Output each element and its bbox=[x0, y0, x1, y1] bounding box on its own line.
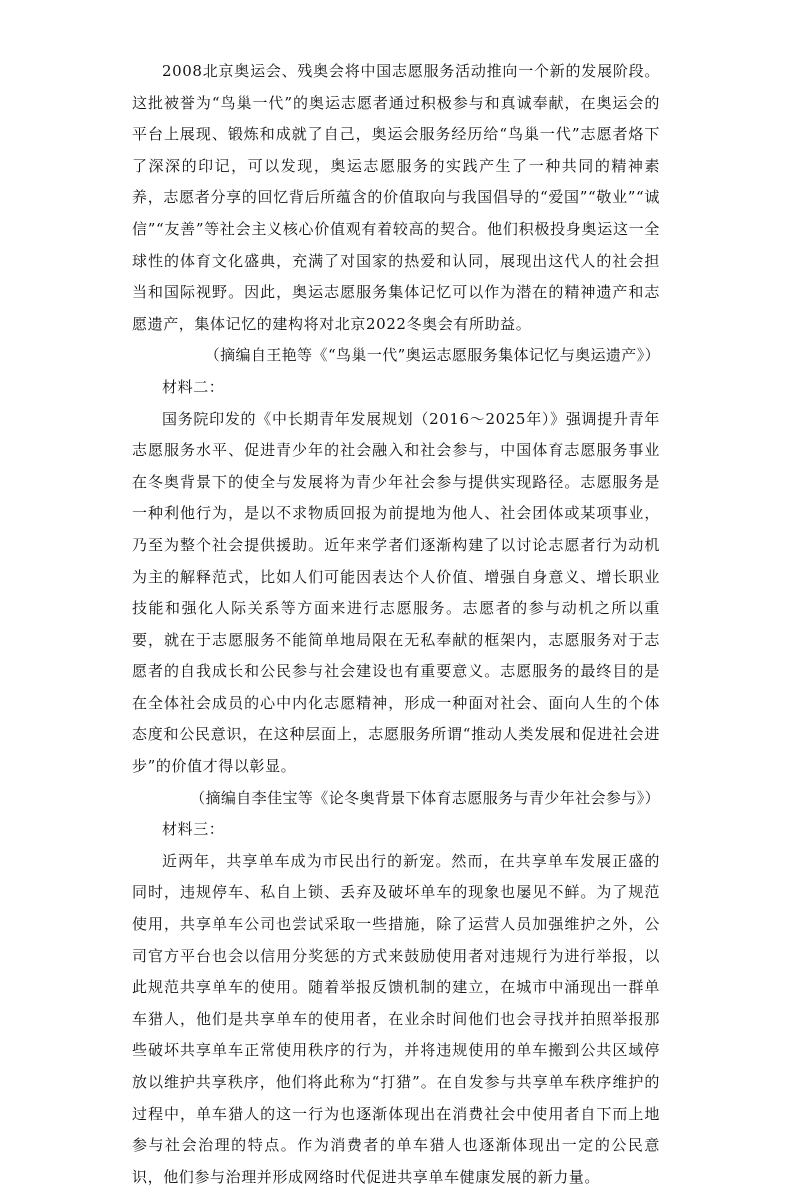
document-page bbox=[132, 56, 660, 1193]
material2-source: （摘编自李佳宝等《论冬奥背景下体育志愿服务与青少年社会参与》） bbox=[190, 788, 660, 807]
material2-paragraph: 国务院印发的《中长期青年发展规划（2016～2025年）》强调提升青年志愿服务水平、促进青少年的社会融入和社会参与，中国体育志愿服务事业在冬奥背景下的使全与发展将为青少年社会参与提供实现路径。志愿服务是一种利他行为，是以不求物质回报为前提地为他人、社会团体或某项事业，乃至为整个社会提供援助。近年来学者们逐渐构建了以讨论志愿者行为动机为主的解释范式，比如人们可能因表达个人价值、增强自身意义、增长职业技能和强化人际关系等方面来进行志愿服务。志愿者的参与动机之所以重要，就在于志愿服务不能简单地局限在无私奉献的框架内，志愿服务对于志愿者的自我成长和公民参与社会建设也有重要意义。志愿服务的最终目的是在全体社会成员的心中内化志愿精神，形成一种面对社会、面向人生的个体态度和公民意识，在这种层面上，志愿服务所谓“推动人类发展和促进社会进步”的价值才得以彰显。 bbox=[132, 409, 660, 776]
material3-heading: 材料三： bbox=[162, 820, 225, 839]
material3-paragraph: 近两年，共享单车成为市民出行的新宠。然而，在共享单车发展正盛的同时，违规停车、私自上锁、丢弃及破坏单车的现象也屡见不鲜。为了规范使用，共享单车公司也尝试采取一些措施，除了运营人员加强维护之外，公司官方平台也会以信用分奖惩的方式来鼓励使用者对违规行为进行举报，以此规范共享单车的使用。随着举报反馈机制的建立，在城市中涌现出一群单车猎人，他们是共享单车的使用者，在业余时间他们也会寻找并拍照举报那些破坏共享单车正常使用秩序的行为，并将违规使用的单车搬到公共区域停放以维护共享秩序，他们将此称为“打猎”。在自发参与共享单车秩序维护的过程中，单车猎人的这一行为也逐渐体现出在消费社会中使用者自下而上地参与社会治理的特点。作为消费者的单车猎人也逐渐体现出一定的公民意识，他们参与治理并形成网络时代促进共享单车健康发展的新力量。 bbox=[132, 851, 660, 1186]
material1-paragraph: 2008北京奥运会、残奥会将中国志愿服务活动推向一个新的发展阶段。这批被誉为“鸟巢一代”的奥运志愿者通过积极参与和真诚奉献，在奥运会的平台上展现、锻炼和成就了自己，奥运会服务经历给“鸟巢一代”志愿者烙下了深深的印记，可以发现，奥运志愿服务的实践产生了一种共同的精神素养，志愿者分享的回忆背后所蕴含的价值取向与我国倡导的“爱国”“敬业”“诚信”“友善”等社会主义核心价值观有着较高的契合。他们积极投身奥运这一全球性的体育文化盛典，充满了对国家的热爱和认同，展现出这代人的社会担当和国际视野。因此，奥运志愿服务集体记忆可以作为潜在的精神遗产和志愿遗产，集体记忆的建构将对北京2022冬奥会有所助益。 bbox=[132, 62, 660, 333]
material1-source: （摘编自王艳等《“鸟巢一代”奥运志愿服务集体记忆与奥运遗产》） bbox=[204, 346, 660, 365]
material2-heading: 材料二： bbox=[162, 377, 225, 396]
